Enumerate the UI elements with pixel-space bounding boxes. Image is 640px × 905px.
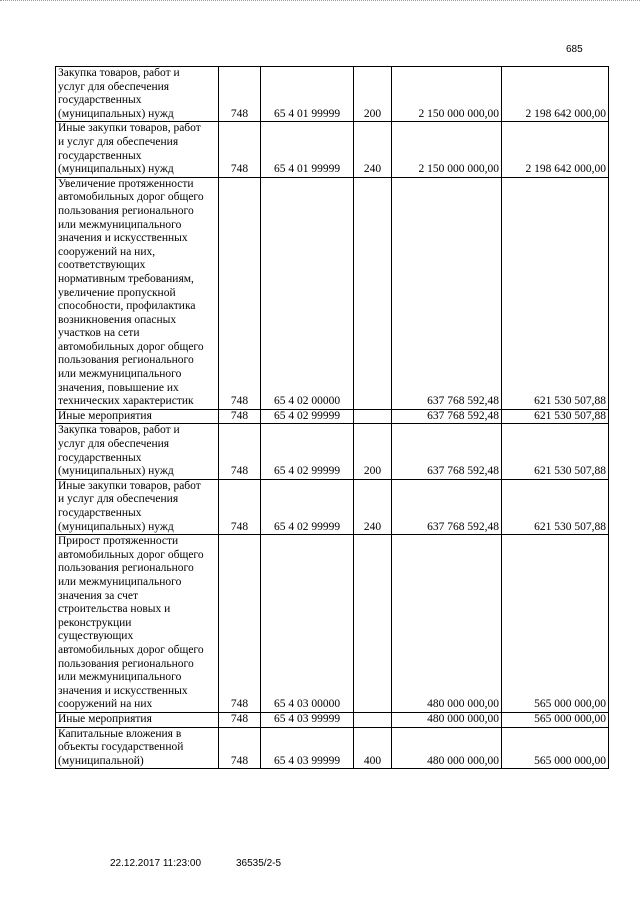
- table-row: [56, 712, 609, 727]
- target-code: 65 4 02 99999: [261, 479, 354, 534]
- table-row: [56, 479, 609, 534]
- description-line: Прирост протяженности: [58, 535, 179, 548]
- amount-year-2: 2 198 642 000,00: [502, 122, 609, 177]
- description-line: технических характеристик: [58, 395, 194, 408]
- amount-year-1: 480 000 000,00: [392, 727, 502, 769]
- amount-year-2: 565 000 000,00: [502, 727, 609, 769]
- ministry-code: 748: [219, 424, 261, 479]
- target-code: 65 4 02 99999: [261, 409, 354, 424]
- description-line: (муниципальных) нужд: [58, 465, 174, 478]
- amount-year-2: 565 000 000,00: [502, 535, 609, 713]
- ministry-code: 748: [219, 535, 261, 713]
- description-line: и услуг для обеспечения: [58, 135, 179, 148]
- description-line: услуг для обеспечения: [58, 438, 170, 451]
- table-row: [56, 535, 609, 713]
- description-line: сооружений на них,: [58, 245, 156, 258]
- table-row: [56, 177, 609, 409]
- budget-table: [55, 66, 609, 769]
- target-code: 65 4 01 99999: [261, 122, 354, 177]
- row-description: [56, 535, 219, 713]
- description-line: Капитальные вложения в: [58, 727, 182, 740]
- description-line: объекты государственной: [58, 741, 184, 754]
- description-line: Иные мероприятия: [58, 712, 152, 725]
- target-code: 65 4 01 99999: [261, 67, 354, 122]
- row-description: [56, 479, 219, 534]
- description-line: Иные мероприятия: [58, 409, 152, 422]
- ministry-code: 748: [219, 122, 261, 177]
- description-line: Иные закупки товаров, работ: [58, 479, 201, 492]
- description-line: реконструкции: [58, 616, 132, 629]
- ministry-code: 748: [219, 409, 261, 424]
- amount-year-2: 621 530 507,88: [502, 479, 609, 534]
- expense-type-code: [354, 712, 392, 727]
- description-line: значения, повышение их: [58, 381, 179, 394]
- target-code: 65 4 03 99999: [261, 727, 354, 769]
- description-line: значения и искусственных: [58, 232, 188, 245]
- description-line: пользования регионального: [58, 204, 194, 217]
- description-line: возникновения опасных: [58, 313, 177, 326]
- description-line: Увеличение протяженности: [58, 177, 194, 190]
- row-description: [56, 122, 219, 177]
- description-line: (муниципальных) нужд: [58, 163, 174, 176]
- amount-year-2: 565 000 000,00: [502, 712, 609, 727]
- table-row: [56, 727, 609, 769]
- description-line: (муниципальных) нужд: [58, 107, 174, 120]
- row-description: [56, 177, 219, 409]
- page-number: 685: [566, 44, 583, 55]
- ministry-code: 748: [219, 712, 261, 727]
- ministry-code: 748: [219, 479, 261, 534]
- description-line: пользования регионального: [58, 562, 194, 575]
- description-line: нормативным требованиям,: [58, 272, 194, 285]
- footer-doc-id: 36535/2-5: [236, 858, 282, 869]
- description-line: строительства новых и: [58, 603, 171, 616]
- table-row: [56, 409, 609, 424]
- description-line: или межмуниципального: [58, 218, 182, 231]
- description-line: участков на сети: [58, 327, 140, 340]
- amount-year-1: 637 768 592,48: [392, 177, 502, 409]
- description-line: пользования регионального: [58, 657, 194, 670]
- target-code: 65 4 03 00000: [261, 535, 354, 713]
- amount-year-1: 480 000 000,00: [392, 535, 502, 713]
- description-line: и услуг для обеспечения: [58, 493, 179, 506]
- expense-type-code: 200: [354, 424, 392, 479]
- amount-year-2: 621 530 507,88: [502, 424, 609, 479]
- description-line: государственных: [58, 94, 142, 107]
- expense-type-code: 240: [354, 122, 392, 177]
- amount-year-2: 621 530 507,88: [502, 177, 609, 409]
- description-line: Закупка товаров, работ и: [58, 424, 180, 437]
- description-line: государственных: [58, 451, 142, 464]
- table-row: [56, 424, 609, 479]
- row-description: [56, 727, 219, 769]
- description-line: пользования регионального: [58, 354, 194, 367]
- row-description: [56, 409, 219, 424]
- ministry-code: 748: [219, 177, 261, 409]
- description-line: Иные закупки товаров, работ: [58, 122, 201, 135]
- description-line: автомобильных дорог общего: [58, 191, 204, 204]
- description-line: Закупка товаров, работ и: [58, 67, 180, 79]
- expense-type-code: [354, 409, 392, 424]
- description-line: услуг для обеспечения: [58, 80, 170, 93]
- target-code: 65 4 02 00000: [261, 177, 354, 409]
- expense-type-code: 400: [354, 727, 392, 769]
- table-row: [56, 122, 609, 177]
- row-description: [56, 424, 219, 479]
- expense-type-code: [354, 535, 392, 713]
- description-line: автомобильных дорог общего: [58, 548, 204, 561]
- budget-table-body: [56, 67, 609, 769]
- amount-year-1: 480 000 000,00: [392, 712, 502, 727]
- row-description: [56, 67, 219, 122]
- amount-year-1: 637 768 592,48: [392, 409, 502, 424]
- amount-year-2: 2 198 642 000,00: [502, 67, 609, 122]
- description-line: существующих: [58, 630, 134, 643]
- description-line: автомобильных дорог общего: [58, 340, 204, 353]
- description-line: соответствующих: [58, 259, 146, 272]
- description-line: (муниципальных) нужд: [58, 520, 174, 533]
- description-line: или межмуниципального: [58, 671, 182, 684]
- ministry-code: 748: [219, 727, 261, 769]
- footer-timestamp: 22.12.2017 11:23:00: [110, 858, 202, 869]
- target-code: 65 4 03 99999: [261, 712, 354, 727]
- description-line: значения и искусственных: [58, 684, 188, 697]
- description-line: государственных: [58, 149, 142, 162]
- ministry-code: 748: [219, 67, 261, 122]
- description-line: увеличение пропускной: [58, 286, 176, 299]
- description-line: значения за счет: [58, 589, 139, 602]
- expense-type-code: 200: [354, 67, 392, 122]
- expense-type-code: 240: [354, 479, 392, 534]
- amount-year-1: 2 150 000 000,00: [392, 67, 502, 122]
- amount-year-1: 2 150 000 000,00: [392, 122, 502, 177]
- description-line: (муниципальной): [58, 754, 144, 767]
- amount-year-2: 621 530 507,88: [502, 409, 609, 424]
- table-row: [56, 67, 609, 122]
- scan-edge: [0, 0, 640, 3]
- expense-type-code: [354, 177, 392, 409]
- target-code: 65 4 02 99999: [261, 424, 354, 479]
- amount-year-1: 637 768 592,48: [392, 424, 502, 479]
- description-line: государственных: [58, 507, 142, 519]
- row-description: [56, 712, 219, 727]
- description-line: автомобильных дорог общего: [58, 643, 204, 656]
- description-line: сооружений на них: [58, 698, 153, 711]
- amount-year-1: 637 768 592,48: [392, 479, 502, 534]
- description-line: способности, профилактика: [58, 300, 196, 313]
- description-line: или межмуниципального: [58, 368, 182, 381]
- description-line: или межмуниципального: [58, 575, 182, 588]
